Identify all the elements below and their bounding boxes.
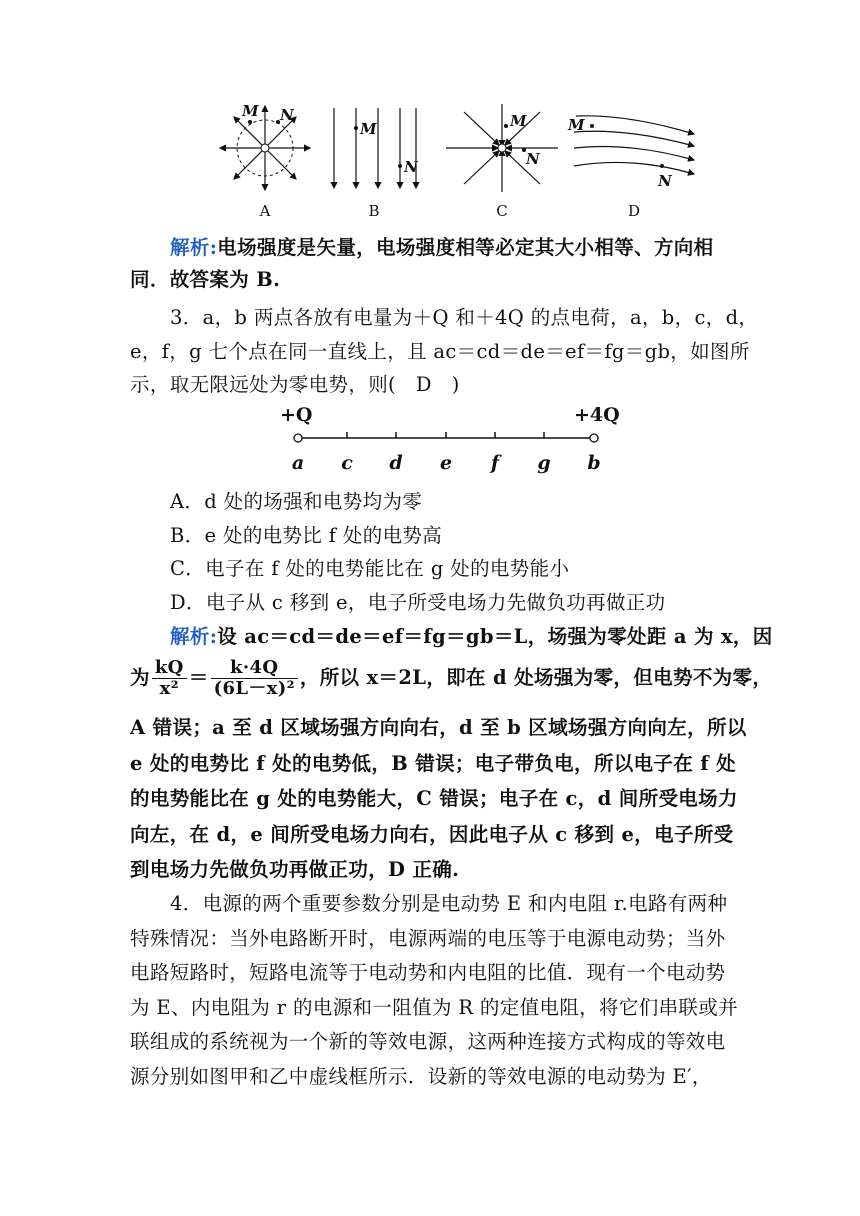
point-m-label: M: [242, 102, 259, 120]
q4-line-6: 源分别如图甲和乙中虚线框所示．设新的等效电源的电动势为 E′，: [130, 1065, 712, 1088]
q3-analysis-line-5: 的电势能比在 g 处的电势能大，C 错误；电子在 c，d 间所受电场力: [130, 787, 738, 810]
q4-line-4: 为 E、内电阻为 r 的电源和一阻值为 R 的定值电阻，将它们串联或并: [130, 996, 738, 1019]
q3-stem-line-3: 示，取无限远处为零电势，则( D ): [130, 373, 460, 396]
fraction-k4q-over-6l-x: $\frac{k\cdot 4Q}{\text{(6L－x)²}}$: [211, 658, 298, 699]
radial-field-diagram: [210, 98, 320, 198]
q3-analysis-line-1: 解析:设 ac＝cd＝de＝ef＝fg＝gb＝L，场强为零处距 a 为 x，因: [170, 625, 773, 648]
option-a: A．d 处的场强和电势均为零: [170, 490, 423, 513]
point-e-label: e: [439, 452, 453, 474]
curved-field-diagram: [568, 98, 700, 198]
q4-line-3: 电路短路时，短路电流等于电动势和内电阻的比值．现有一个电动势: [130, 961, 726, 984]
analysis-tag: 解析:: [170, 236, 218, 259]
point-d-label: d: [389, 452, 403, 474]
charge-line-diagram: [276, 404, 626, 480]
fraction-kq-over-x2: $\frac{kQ}{\text{x²}}$: [152, 658, 187, 699]
q3-analysis-line-3: A 错误；a 至 d 区域场强方向向右，d 至 b 区域场强方向向左，所以: [130, 716, 747, 739]
figure-panel-a: [210, 98, 320, 220]
panel-label: D: [627, 202, 641, 220]
point-a-label: a: [291, 452, 305, 474]
q4-line-2: 特殊情况：当外电路断开时，电源两端的电压等于电源电动势；当外: [130, 927, 726, 950]
panel-label: B: [368, 202, 380, 220]
panel-label: C: [496, 202, 508, 220]
point-n-label: N: [404, 158, 418, 176]
q2-analysis-line-1: 解析:电场强度是矢量，电场强度相等必定其大小相等、方向相: [170, 236, 714, 259]
q3-analysis-line-6: 向左，在 d，e 间所受电场力向右，因此电子从 c 移到 e，电子所受: [130, 823, 734, 846]
left-charge-label: +Q: [280, 404, 313, 426]
field-options-figure: [210, 98, 700, 228]
point-m-label: M: [360, 120, 377, 138]
point-m-label: M: [568, 116, 585, 134]
point-n-label: N: [658, 172, 672, 190]
figure-panel-d: [568, 98, 700, 220]
q3-stem-line-1: 3．a，b 两点各放有电量为＋Q 和＋4Q 的点电荷，a，b，c，d，: [170, 306, 759, 329]
point-n-label: N: [280, 106, 294, 124]
point-f-label: f: [490, 452, 500, 474]
q4-line-5: 联组成的系统视为一个新的等效电源，这两种连接方式构成的等效电: [130, 1030, 726, 1053]
point-m-label: M: [510, 112, 527, 130]
q4-line-1: 4．电源的两个重要参数分别是电动势 E 和内电阻 r.电路有两种: [170, 892, 728, 915]
q3-analysis-line-4: e 处的电势比 f 处的电势低，B 错误；电子带负电，所以电子在 f 处: [130, 752, 736, 775]
point-g-label: g: [537, 452, 551, 474]
point-b-label: b: [587, 452, 601, 474]
right-charge-label: +4Q: [574, 404, 620, 426]
figure-panel-b: [328, 98, 420, 220]
analysis-tag: 解析:: [170, 625, 218, 648]
point-n-label: N: [526, 150, 540, 168]
figure-panel-c: [442, 98, 562, 220]
panel-label: A: [259, 202, 271, 220]
q2-analysis-line-2: 同．故答案为 B.: [130, 268, 281, 291]
converging-field-diagram: [442, 98, 562, 198]
q3-analysis-line-7: 到电场力先做负功再做正功，D 正确.: [130, 858, 460, 881]
option-b: B．e 处的电势比 f 处的电势高: [170, 524, 443, 547]
option-c: C．电子在 f 处的电势能比在 g 处的电势能小: [170, 557, 570, 580]
option-d: D．电子从 c 移到 e，电子所受电场力先做负功再做正功: [170, 591, 666, 614]
point-c-label: c: [341, 452, 353, 474]
uniform-field-diagram: [328, 98, 420, 198]
q3-analysis-line-2: 为 $\frac{kQ}{\text{x²}}$ ＝ $\frac{k\cdot 4Q}{\text{(6L－x)²}}$ ，所以 x＝2L，即在 d 处场强为零，但电势不为零，: [130, 657, 773, 699]
q3-stem-line-2: e，f，g 七个点在同一直线上，且 ac＝cd＝de＝ef＝fg＝gb，如图所: [130, 340, 750, 363]
